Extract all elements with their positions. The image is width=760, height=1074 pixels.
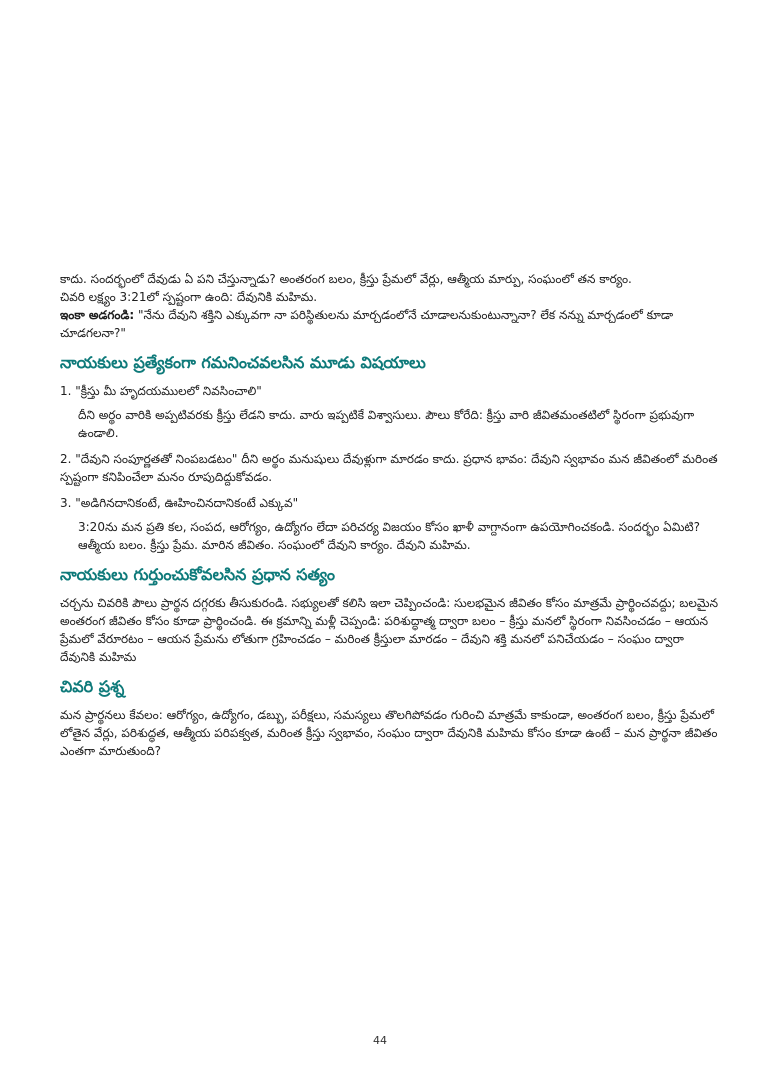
list-item — [60, 450, 720, 486]
page-content — [60, 270, 720, 760]
page-number: 44 — [373, 1034, 387, 1047]
section-heading-three-points: నాయకులు ప్రత్యేకంగా గమనించవలసిన మూడు విషయాలు — [60, 353, 426, 372]
list-item-body: 3:20ను మన ప్రతి కల, సంపద, ఆరోగ్యం, ఉద్యోగం లేదా పరిచర్య విజయం కోసం ఖాళీ వాగ్దానంగా ఉపయోగించకండి. సందర్భం ఏమిటి? ఆత్మీయ బలం. క్రీస్తు ప్రేమ. మారిన జీవితం. సంఘంలో దేవుని కార్యం. దేవుని మహిమ. — [78, 520, 701, 552]
ask-label: ఇంకా అడగండి: — [60, 308, 135, 322]
list-item — [60, 494, 720, 554]
intro-line-1: కాదు. సందర్భంలో దేవుడు ఏ పని చేస్తున్నాడు? అంతరంగ బలం, క్రీస్తు ప్రేమలో వేర్లు, ఆత్మీయ మార్పు, సంఘంలో తన కార్యం. — [60, 272, 632, 286]
section-heading-final-question: చివరి ప్రశ్న — [60, 677, 125, 696]
list-item-body: దీని అర్థం వారికి అప్పటివరకు క్రీస్తు లేడని కాదు. వారు ఇప్పటికే విశ్వాసులు. పౌలు కోరేది: క్రీస్తు వారి జీవితమంతటిలో స్థిరంగా ప్రభువుగా ఉండాలి. — [78, 408, 695, 440]
section-heading-main-truth: నాయకులు గుర్తుంచుకోవలసిన ప్రధాన సత్యం — [60, 565, 335, 584]
ask-text: "నేను దేవుని శక్తిని ఎక్కువగా నా పరిస్థితులను మార్చడంలోనే చూడాలనుకుంటున్నానా? లేక నన్ను మార్చడంలో కూడా చూడగలనా?" — [60, 308, 674, 340]
ask-paragraph — [60, 306, 720, 342]
list-item — [60, 382, 720, 442]
list-item-head: 1. "క్రీస్తు మీ హృదయములలో నివసించాలి" — [60, 384, 262, 398]
intro-line-2: చివరి లక్ష్యం 3:21లో స్పష్టంగా ఉంది: దేవునికి మహిమ. — [60, 290, 318, 304]
main-truth-paragraph: చర్చను చివరికి పౌలు ప్రార్థన దగ్గరకు తీసుకురండి. సభ్యులతో కలిసి ఇలా చెప్పించండి: సులభమైన జీవితం కోసం మాత్రమే ప్రార్థించవద్దు; బలమైన అంతరంగ జీవితం కోసం కూడా ప్రార్థించండి. ఈ క్రమాన్ని మళ్లీ చెప్పండి: పరిశుద్ధాత్మ ద్వారా బలం – క్రీస్తు మనలో స్థిరంగా నివసించడం – ఆయన ప్రేమలో వేరూరటం – ఆయన ప్రేమను లోతుగా గ్రహించడం – మరింత క్రీస్తులా మారడం – దేవుని శక్తి మనలో పనిచేయడం – సంఘం ద్వారా దేవునికి మహిమ — [60, 596, 719, 664]
list-item-head: 3. "అడిగినదానికంటే, ఊహించినదానికంటే ఎక్కువ" — [60, 496, 299, 510]
list-item-head: 2. "దేవుని సంపూర్ణతతో నింపబడటం" దీని అర్థం మనుషులు దేవుళ్లుగా మారడం కాదు. ప్రధాన భావం: దేవుని స్వభావం మన జీవితంలో మరింత స్పష్టంగా కనిపించేలా మనం రూపుదిద్దుకోవడం. — [60, 452, 718, 484]
final-question-paragraph: మన ప్రార్థనలు కేవలం: ఆరోగ్యం, ఉద్యోగం, డబ్బు, పరీక్షలు, సమస్యలు తొలగిపోవడం గురించి మాత్రమే కాకుండా, అంతరంగ బలం, క్రీస్తు ప్రేమలో లోతైన వేర్లు, పరిశుద్ధత, ఆత్మీయ పరిపక్వత, మరింత క్రీస్తు స్వభావం, సంఘం ద్వారా దేవునికి మహిమ కోసం కూడా ఉంటే – మన ప్రార్థనా జీవితం ఎంతగా మారుతుంది? — [60, 708, 718, 758]
